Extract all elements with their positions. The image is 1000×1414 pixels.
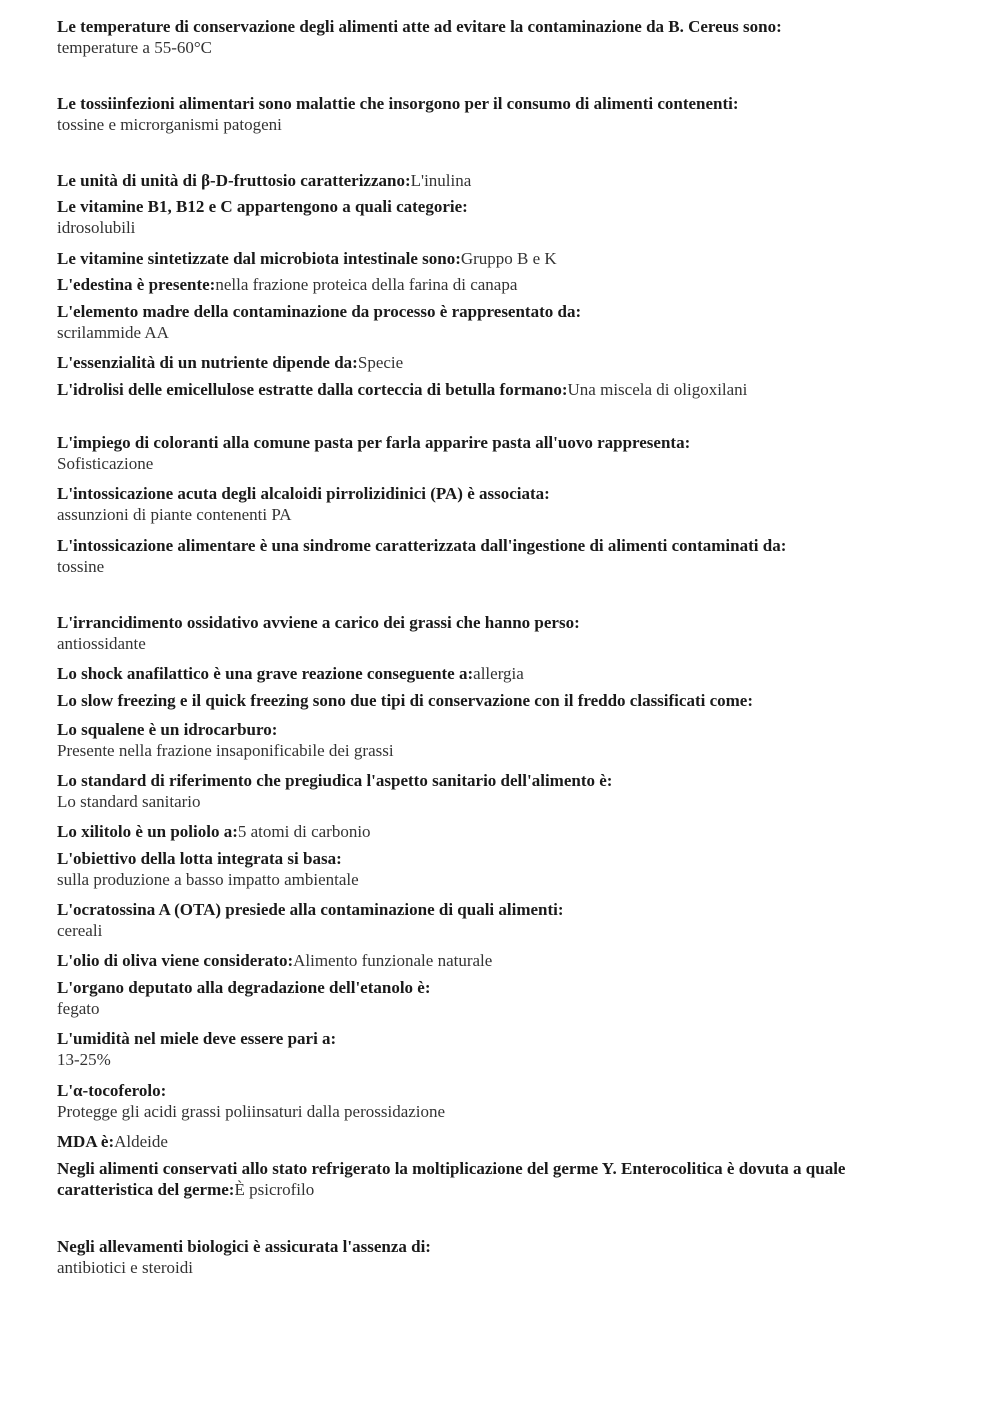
qa-entry [57, 483, 937, 525]
answer: allergia [473, 664, 524, 683]
answer: Aldeide [114, 1132, 168, 1151]
question: L'intossicazione alimentare è una sindrome caratterizzata dall'ingestione di alimenti contaminati da: [57, 536, 787, 555]
answer: 13-25% [57, 1050, 111, 1069]
question: L'α-tocoferolo: [57, 1081, 167, 1100]
qa-entry [57, 663, 937, 684]
qa-entry [57, 301, 937, 343]
question: Lo xilitolo è un poliolo a: [57, 822, 238, 841]
qa-entry [57, 770, 937, 812]
qa-entry [57, 977, 937, 1019]
qa-entry [57, 16, 937, 58]
qa-entry [57, 821, 937, 842]
question: Le tossiinfezioni alimentari sono malattie che insorgono per il consumo di alimenti contenenti: [57, 94, 739, 113]
qa-entry [57, 950, 937, 971]
answer: scrilammide AA [57, 323, 169, 342]
answer: Presente nella frazione insaponificabile dei grassi [57, 741, 394, 760]
qa-entry [57, 690, 937, 711]
answer: Protegge gli acidi grassi poliinsaturi dalla perossidazione [57, 1102, 446, 1121]
question: Lo shock anafilattico è una grave reazione conseguente a: [57, 664, 474, 683]
question: L'ocratossina A (OTA) presiede alla contaminazione di quali alimenti: [57, 900, 564, 919]
answer: È psicrofilo [234, 1180, 315, 1199]
question: Le vitamine B1, B12 e C appartengono a quali categorie: [57, 197, 468, 216]
qa-entry [57, 535, 937, 577]
question: L'organo deputato alla degradazione dell'etanolo è: [57, 978, 431, 997]
question: L'olio di oliva viene considerato: [57, 951, 294, 970]
question: L'umidità nel miele deve essere pari a: [57, 1029, 337, 1048]
question: L'intossicazione acuta degli alcaloidi pirrolizidinici (PA) è associata: [57, 484, 550, 503]
answer: cereali [57, 921, 103, 940]
qa-entry [57, 1080, 937, 1122]
question: L'impiego di coloranti alla comune pasta per farla apparire pasta all'uovo rappresenta: [57, 433, 691, 452]
question: Le unità di unità di β-D-fruttosio caratterizzano: [57, 171, 411, 190]
answer: temperature a 55-60°C [57, 38, 213, 57]
answer: nella frazione proteica della farina di canapa [215, 275, 518, 294]
question: Lo standard di riferimento che pregiudica l'aspetto sanitario dell'alimento è: [57, 771, 613, 790]
answer: fegato [57, 999, 100, 1018]
answer: L'inulina [410, 171, 472, 190]
question: Lo squalene è un idrocarburo: [57, 720, 278, 739]
answer: tossine [57, 557, 105, 576]
qa-entry [57, 432, 937, 474]
answer: 5 atomi di carbonio [237, 822, 371, 841]
question: L'idrolisi delle emicellulose estratte dalla corteccia di betulla formano: [57, 380, 568, 399]
answer: Gruppo B e K [460, 249, 557, 268]
qa-entry [57, 170, 937, 191]
answer: idrosolubili [57, 218, 136, 237]
answer: Specie [357, 353, 404, 372]
question: Negli allevamenti biologici è assicurata l'assenza di: [57, 1237, 431, 1256]
qa-entry [57, 274, 937, 295]
answer: Una miscela di oligoxilani [567, 380, 748, 399]
question: L'irrancidimento ossidativo avviene a carico dei grassi che hanno perso: [57, 613, 580, 632]
qa-entry [57, 379, 937, 400]
answer: Sofisticazione [57, 454, 154, 473]
answer: tossine e microrganismi patogeni [57, 115, 282, 134]
answer: antibiotici e steroidi [57, 1258, 193, 1277]
qa-entry [57, 1158, 937, 1200]
answer: antiossidante [57, 634, 146, 653]
question: L'essenzialità di un nutriente dipende da: [57, 353, 358, 372]
qa-entry [57, 352, 937, 373]
answer: Alimento funzionale naturale [293, 951, 493, 970]
answer: sulla produzione a basso impatto ambientale [57, 870, 359, 889]
question: L'edestina è presente: [57, 275, 216, 294]
question: Le vitamine sintetizzate dal microbiota intestinale sono: [57, 249, 461, 268]
qa-entry [57, 899, 937, 941]
qa-entry [57, 196, 937, 238]
qa-entry [57, 719, 937, 761]
qa-entry [57, 1131, 937, 1152]
qa-entry [57, 1028, 937, 1070]
answer: assunzioni di piante contenenti PA [57, 505, 292, 524]
qa-entry [57, 612, 937, 654]
qa-entry [57, 1236, 937, 1278]
qa-entry [57, 848, 937, 890]
question: L'obiettivo della lotta integrata si basa: [57, 849, 342, 868]
question: Le temperature di conservazione degli alimenti atte ad evitare la contaminazione da B. Cereus sono: [57, 17, 782, 36]
question: MDA è: [57, 1132, 115, 1151]
answer: Lo standard sanitario [57, 792, 201, 811]
question: Negli alimenti conservati allo stato refrigerato la moltiplicazione del germe Y. Enterocolitica è dovuta a quale caratteristica del germe: [57, 1159, 846, 1199]
question: Lo slow freezing e il quick freezing sono due tipi di conservazione con il freddo classificati come: [57, 691, 753, 710]
question: L'elemento madre della contaminazione da processo è rappresentato da: [57, 302, 582, 321]
qa-entry [57, 93, 937, 135]
qa-entry [57, 248, 937, 269]
